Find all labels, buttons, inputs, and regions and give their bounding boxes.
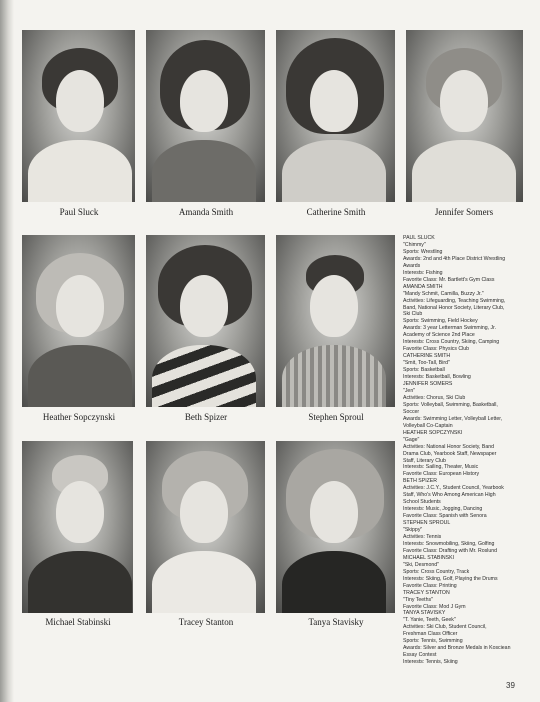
senior-bio-column (403, 235, 531, 666)
bio-line: Sports: Volleyball, Swimming, Basketball, (403, 401, 498, 408)
portrait-photo-amanda-smith (146, 30, 265, 202)
bio-line: HEATHER SOPCZYNSKI (403, 429, 463, 436)
bio-line: "T. Yanie, Teeth, Geek" (403, 617, 456, 624)
bio-line: Activities: Tennis (403, 533, 442, 540)
portrait-photo-paul-sluck (22, 30, 135, 202)
bio-line: Awards: Swimming Letter, Volleyball Letter, (403, 415, 503, 422)
bio-line: Academy of Science 2nd Place (403, 332, 475, 339)
bio-line: Sports: Cross Country, Track (403, 568, 470, 575)
bio-line: Staff, Who's Who Among American High (403, 492, 496, 499)
bio-line: TRACEY STANTON (403, 589, 450, 596)
bio-line: Sports: Swimming, Field Hockey (403, 318, 478, 325)
bio-line: "Tiny Teeths" (403, 596, 433, 603)
bio-line: Ski Club (403, 311, 423, 318)
portrait-name: Tracey Stanton (178, 617, 234, 627)
bio-line: Interests: Tennis, Skiing (403, 659, 458, 666)
bio-line: Sports: Basketball (403, 367, 445, 374)
portrait-name: Catherine Smith (306, 207, 366, 217)
portrait-name: Jennifer Somers (434, 207, 494, 217)
portrait-photo-tanya-stavisky (276, 441, 395, 613)
portrait-photo-jennifer-somers (406, 30, 523, 202)
bio-line: "Skippy" (403, 527, 423, 534)
bio-line: Freshman Class Officer (403, 631, 458, 638)
bio-line: Interests: Fishing (403, 269, 443, 276)
bio-line: STEPHEN SPROUL (403, 520, 451, 527)
bio-line: JENNIFER SOMERS (403, 381, 453, 388)
bio-line: Interests: Skiing, Golf, Playing the Drums (403, 575, 498, 582)
bio-line: PAUL SLUCK (403, 235, 435, 241)
bio-line: Favorite Class: Mod J Gym (403, 603, 466, 610)
bio-line: Activities: Ski Club, Student Council, (403, 624, 487, 631)
bio-line: Favorite Class: European History (403, 471, 480, 478)
bio-line: "Smit, Too-Tall, Bird" (403, 360, 450, 367)
portrait-name: Paul Sluck (59, 207, 99, 217)
bio-line: Soccer (403, 408, 420, 415)
portrait-name: Tanya Stavisky (308, 617, 364, 627)
bio-line: Interests: Basketball, Bowling (403, 374, 471, 381)
bio-line: "Gage" (403, 436, 420, 443)
bio-line: Favorite Class: Printing (403, 582, 457, 589)
portrait-name: Heather Sopczynski (42, 412, 116, 422)
bio-line: "Ski, Desmond" (403, 561, 439, 568)
portrait-photo-heather-sopczynski (22, 235, 135, 407)
page-spine-shadow (0, 0, 14, 702)
bio-line: AMANDA SMITH (403, 283, 443, 290)
bio-line: Awards: 3 year Letterman Swimming, Jr. (403, 325, 497, 332)
bio-line: School Students (403, 499, 441, 506)
bio-line: Sports: Tennis, Swimming (403, 638, 463, 645)
page-number: 39 (506, 681, 515, 690)
bio-line: "Jen" (403, 387, 416, 394)
bio-line: Staff, Literary Club (403, 457, 446, 464)
bio-line: Favorite Class: Physics Club (403, 346, 470, 353)
portrait-photo-michael-stabinski (22, 441, 133, 613)
portrait-photo-stephen-sproul (276, 235, 395, 407)
bio-line: Awards: Silver and Bronze Medals in Kosciean (403, 645, 511, 652)
bio-line: TANYA STAVISKY (403, 610, 446, 617)
bio-line: Volleyball Co-Captain (403, 422, 453, 429)
portrait-name: Stephen Sproul (308, 412, 364, 422)
portrait-photo-beth-spizer (146, 235, 265, 407)
portrait-name: Beth Spizer (184, 412, 228, 422)
bio-line: CATHERINE SMITH (403, 353, 451, 360)
bio-line: Interests: Cross Country, Skiing, Camping (403, 339, 500, 346)
bio-line: MICHAEL STABINSKI (403, 554, 455, 561)
bio-line: Activities: National Honor Society, Band (403, 443, 495, 450)
bio-line: Interests: Music, Jogging, Dancing (403, 506, 483, 513)
bio-line: Awards (403, 262, 421, 269)
bio-line: Sports: Wrestling (403, 248, 443, 255)
bio-line: Favorite Class: Mr. Bartlett's Gym Class (403, 276, 495, 283)
bio-line: Favorite Class: Spanish with Senora (403, 513, 487, 520)
bio-line: Activities: Chorus, Ski Club (403, 394, 466, 401)
bio-line: Activities: Lifeguarding, Teaching Swimming, (403, 297, 506, 304)
bio-line: Interests: Snowmobiling, Skiing, Golfing (403, 540, 495, 547)
portrait-name: Michael Stabinski (45, 617, 111, 627)
bio-line: Activities: J.C.Y., Student Council, Yearbook (403, 485, 504, 492)
bio-line: Awards: 2nd and 4th Place District Wrestling (403, 255, 506, 262)
portrait-photo-tracey-stanton (146, 441, 265, 613)
bio-line: "Chimmy" (403, 241, 426, 248)
bio-line: "Mandy Schmit, Camilla, Buzzy Jr." (403, 290, 484, 297)
bio-line: Essay Contest (403, 652, 437, 659)
bio-line: BETH SPIZER (403, 478, 438, 485)
bio-line: Interests: Sailing, Theater, Music (403, 464, 479, 471)
bio-line: Band, National Honor Society, Literary Club, (403, 304, 505, 311)
bio-line: Drama Club, Yearbook Staff, Newspaper (403, 450, 497, 457)
portrait-photo-catherine-smith (276, 30, 395, 202)
bio-line: Favorite Class: Drafting with Mr. Roslund (403, 547, 497, 554)
portrait-name: Amanda Smith (178, 207, 234, 217)
